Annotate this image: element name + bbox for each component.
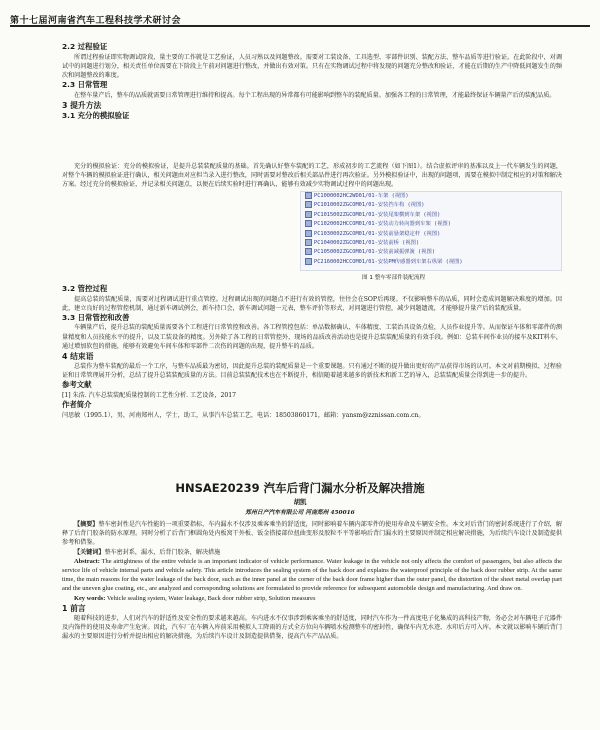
figure-row: PC1015002ZGCOM01/01-安装尾架横到车架 (视图): [301, 211, 561, 220]
heading-3: 3 提升方法: [62, 100, 102, 110]
para-3-1-text: 充分的模拟验证：充分的模拟验证，是提升总装装配质量的基础。首先确认好整车装配的工艺，形成初步的工艺流程（如下图1）。结合虚拟评审的基准以及上一代车辆发生的问题，对整个车辆的模拟验证进行确认，相关问题由对应担当录入进行整改，同时需要对整改后相关部品件进行再次验证。另外模拟验证中，出现的问题项，需要在模拟中制定相应的对策和解决方案。经过充分的模拟验证，并记录相关问题点，以便在后续实验时进行再确认，能够有效减少实物调试过程中的问题出现。: [62, 163, 562, 189]
article-author: 胡凯: [293, 498, 307, 506]
figure-row: PC2160002HCCOM01/01-安装PM传感器到车架右纵梁 (视图): [301, 258, 561, 267]
heading-2-3: 2.3 日常管理: [62, 80, 108, 90]
heading-4: 4 结束语: [62, 352, 94, 362]
author-bio: 闫思敏（1995.1），男，河南郑州人，学士，助工，从事汽车总装工艺，电话：18503860171，邮箱：yansm@zznissan.com.cn。: [62, 411, 425, 419]
keywords-cn-text: 整车密封系，漏水，后背门胶条，解决措施: [104, 548, 221, 556]
figure-row: PC1040002ZGCOM01/01-安装前桥 (视图): [301, 239, 561, 248]
upper-section-a: [62, 42, 562, 121]
abstract-cn-text: 整车密封性是汽车性能的一项重要指标，车内漏水不仅涉及乘客乘坐的舒适度，同时影响着车辆内部零件的使用寿命及车辆安全性。本文对后背门的密封系统进行了介绍，解释了后背门胶条的防水原理。同时分析了后背门框圆角处内板窝干外板、钣金搭接部位扭曲变形及胶粒不平等影响后背门漏水的主要原因并制定相应解决措施，为后续汽车设计及制造提供参考和借鉴。: [62, 521, 563, 547]
figure-row: PC1050002ZGCOM01/01-安装前减振弹簧 (视图): [301, 248, 561, 257]
tree-node-icon: [305, 192, 312, 199]
tree-node-icon: [305, 201, 312, 208]
abstract-en: [62, 557, 562, 594]
abstract-label: 【摘要】: [74, 521, 99, 528]
para-3-1-wrap: [62, 162, 562, 190]
header-rule: [10, 25, 590, 27]
para-4: 总装作为整车装配的最后一个工序，与整车品质最为密切，因此提升总装的装配质量是一个重要课题。只有通过不断的提升做出更好的产品获得市场的认可。本文对前期模拟、过程验证和日常管理展开分析，总结了提升总装装配质量的方法。目前总装装配技术也在不断提升，相信随着越来越多的新技术和新工艺的导入，总装装配质量会得到进一步的提升。: [62, 363, 562, 380]
keywords-en: [62, 594, 562, 603]
heading-3-2: 3.2 管控过程: [62, 284, 108, 293]
header-title: 第十七届河南省汽车工程科技学术研讨会: [10, 16, 182, 26]
author-bio-heading: 作者简介: [62, 400, 92, 410]
abstract-en-text: The airtightness of the entire vehicle is an important indicator of vehicle performance. Water leakage in the vehicle not only affects the comfort of passengers, but also affects the service life of vehicle internal parts and vehicle safety. This article introduces the sealing system of the back door and explains the waterproof principle of the back door rubber strip. At the same time, the main reasons for the water leakage of the back door, such as the inner panel at the corner of the back door frame higher than the outer panel, the distortion of the sheet metal overlap part and the uneven glue coating, etc., are analyzed and corresponding solutions are formulated to provide reference for subsequent automobile design and manufacturing. And draw on.: [62, 557, 562, 593]
article-affiliation: 郑州日产汽车有限公司 河南郑州 450016: [245, 510, 355, 516]
tree-node-icon: [305, 258, 312, 265]
keywords-label: 【关键词】: [74, 548, 105, 556]
para-3-3: 车辆量产后，提升总装的装配质量需要各个工程进行日常管控和改善。各工程管控包括：单品数据确认、车体精度、工装治具设备点检，人员作业提升等。从而保证车体和零部件的测量精度和人员技能水平的提升，以及工装设备的精度。另外除了各工程的日常管控外，现场的品质改善活动也是提升总装装配质量的有效手段。例如：总装车间作业员的接车及KIT料车，通过增加软包的措施，能够有效避免车间车体和零部件二次伤的问题的出现，提升整车的品质。: [62, 324, 562, 350]
figure-1: [300, 191, 562, 271]
heading-3-1: 3.1 充分的模拟验证: [62, 110, 130, 120]
figure-1-caption: 图 1 整车零部件装配流程: [362, 275, 426, 281]
heading-3-3: 3.3 日常管控和改善: [62, 312, 130, 322]
heading-2-2: 2.2 过程验证: [62, 42, 108, 51]
heading-intro: 1 前言: [62, 603, 86, 613]
tree-node-icon: [305, 211, 312, 218]
tree-node-icon: [305, 248, 312, 255]
article-title: HNSAE20239 汽车后背门漏水分析及解决措施: [175, 481, 425, 495]
abstract-en-label: Abstract:: [74, 557, 100, 565]
figure-row: PC1020002HCCOM01/01-安装动力转向器到车架 (视图): [301, 220, 561, 229]
tree-node-icon: [305, 220, 312, 227]
figure-row: PC1000002HC2WD01/01-车架 (视图): [301, 192, 561, 201]
tree-node-icon: [305, 230, 312, 237]
figure-row: PC1030002ZGCOM01/01-安装前悬架稳定杆 (视图): [301, 230, 561, 239]
references-heading: 参考文献: [62, 380, 92, 390]
para-3-2: 提高总装的装配质量，需要对过程调试进行重点管控。过程调试出现的问题点不进行有效的管控，往往会在SOP后再现。不仅影响整车的品质，同时会造成问题解决难度的增加。因此，建立良好的过程管控机制，通过新车调试例会，新车持口会，新车调试问题一元表，整车评价等形式，对问题进行管控，减少问题遗流，才能够提升量产后的装配质量。: [62, 295, 562, 312]
running-header: [10, 8, 590, 26]
article-body: [62, 520, 562, 641]
para-2-3: 在整车量产后，整车的品质就需要日常管理进行维持和提高。每个工程出现的异常都有可能影响到整车的装配质量。加强各工程的日常管理，才能最终保证车辆量产后的装配品质。: [74, 91, 556, 99]
keywords-cn: [62, 548, 562, 557]
reference-1: [1] 朱浩. 汽车总装装配质量控制的工艺性分析. 工艺设备，2017: [62, 391, 236, 399]
tree-node-icon: [305, 239, 312, 246]
para-3-1: [62, 162, 562, 190]
keywords-en-text: Vehicle sealing system, Water leakage, Back door rubber strip, Solution measures: [106, 594, 316, 602]
abstract-cn: [62, 520, 562, 548]
para-2-2: 所谓过程验证即实物调试阶段，量主要的工作就是工艺验证，人员习熟以及问题整改。需要对工装设备、工具选型、零部件识别、装配方法、整车品质等进行验证。在此阶段中，对调试中的问题进行划分，相关责任单位需要在下阶段上午前对问题进行整改，并做出有效对策。只有在实物调试过程中将发现的问题充分整改和验证，才能在后期的生产中降低问题发生的频次和问题整改的难度。: [62, 53, 562, 79]
upper-section-b: [62, 284, 562, 420]
keywords-en-label: Key words:: [74, 594, 106, 602]
figure-row: PC1010002ZGCOM01/01-安装挡车构 (视图): [301, 201, 561, 210]
para-intro: 随着科技的进步，人们对汽车的舒适性及安全性的要求越来越高。车内进水不仅事涉到乘客乘坐的舒适度，同时汽车作为一件高度电子化集成的高科技产物，务必会对车辆电子元器件及内饰件的使用及寿命产生危害。因此，汽车厂在车辆入库前采用模拟人工降雨的方式全方位向车辆喷水检测整车的密封性，确保车内无水迹、水印后方可入库。本文就以影响车辆后背门漏水的主要原因进行分析并提出相应的解决措施，为后续汽车设计及制造提供借鉴，提高汽车产品品质。: [62, 614, 562, 641]
